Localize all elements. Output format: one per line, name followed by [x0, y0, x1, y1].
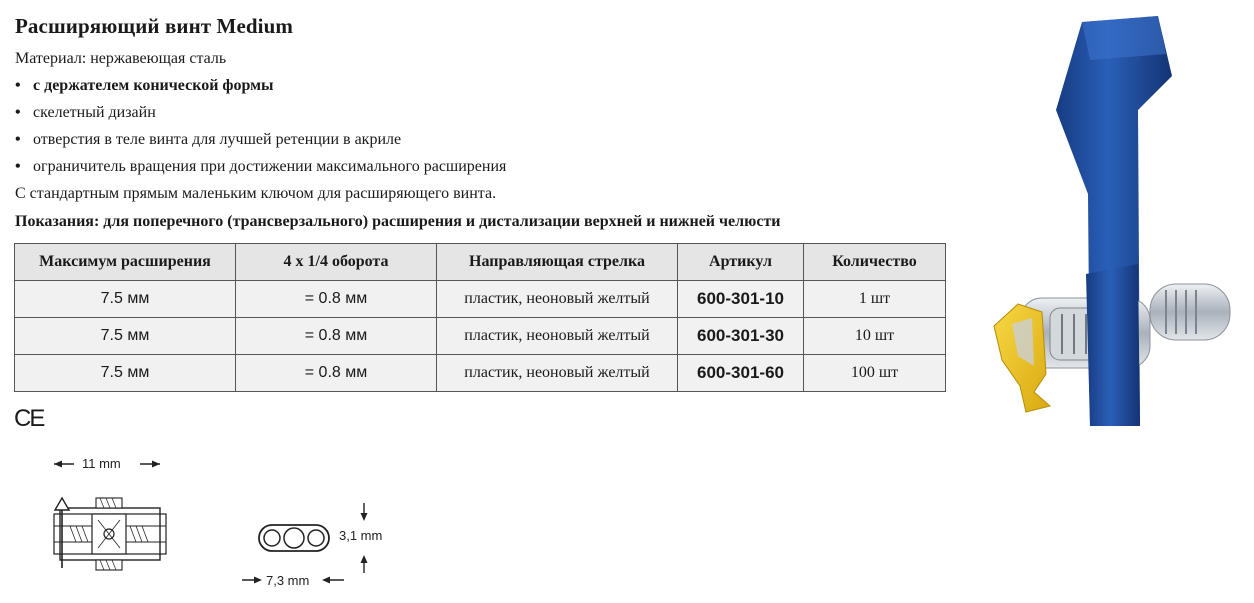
table-cell: 7.5 мм [15, 355, 236, 392]
feature-text: ограничитель вращения при достижении максимального расширения [33, 158, 507, 175]
table-header-row [15, 244, 946, 281]
table-cell: пластик, неоновый желтый [437, 318, 678, 355]
bullet-icon: • [15, 77, 21, 94]
column-header: Количество [804, 244, 946, 281]
sku-cell: 600-301-30 [678, 318, 804, 355]
table-cell: 7.5 мм [15, 281, 236, 318]
feature-item-4 [15, 158, 506, 176]
table-row [15, 281, 946, 318]
bullet-icon: • [15, 104, 21, 121]
ce-mark: CE [14, 405, 44, 432]
feature-text: отверстия в теле винта для лучшей ретенции в акриле [33, 131, 402, 148]
spec-table [14, 243, 946, 392]
table-row [15, 318, 946, 355]
key-note: С стандартным прямым маленьким ключом для расширяющего винта. [15, 185, 497, 202]
table-cell: 7.5 мм [15, 318, 236, 355]
table-cell: = 0.8 мм [236, 281, 437, 318]
table-cell: пластик, неоновый желтый [437, 281, 678, 318]
width-dimension-label: 11 mm [82, 456, 121, 471]
column-header: Максимум расширения [15, 244, 236, 281]
column-header: 4 x 1/4 оборота [236, 244, 437, 281]
material-line: Материал: нержавеющая сталь [15, 50, 227, 67]
expansion-screw-product-image [990, 14, 1240, 436]
feature-item-3 [15, 131, 401, 149]
table-cell: пластик, неоновый желтый [437, 355, 678, 392]
feature-item-1 [15, 77, 274, 95]
column-header: Артикул [678, 244, 804, 281]
sku-cell: 600-301-60 [678, 355, 804, 392]
table-cell: = 0.8 мм [236, 318, 437, 355]
sku-cell: 600-301-10 [678, 281, 804, 318]
column-header: Направляющая стрелка [437, 244, 678, 281]
indications: Показания: для поперечного (трансверзального) расширения и дистализации верхней и нижней челюсти [15, 213, 781, 230]
length-dimension-label: 7,3 mm [266, 573, 310, 588]
page-title: Расширяющий винт Medium [15, 14, 293, 38]
height-dimension-label: 3,1 mm [339, 528, 383, 543]
table-cell: 10 шт [804, 318, 946, 355]
bullet-icon: • [15, 158, 21, 175]
feature-item-2 [15, 104, 156, 122]
feature-text: с держателем конической формы [33, 77, 274, 94]
table-row [15, 355, 946, 392]
table-cell: = 0.8 мм [236, 355, 437, 392]
feature-text: скелетный дизайн [33, 104, 156, 121]
table-cell: 100 шт [804, 355, 946, 392]
table-cell: 1 шт [804, 281, 946, 318]
bullet-icon: • [15, 131, 21, 148]
